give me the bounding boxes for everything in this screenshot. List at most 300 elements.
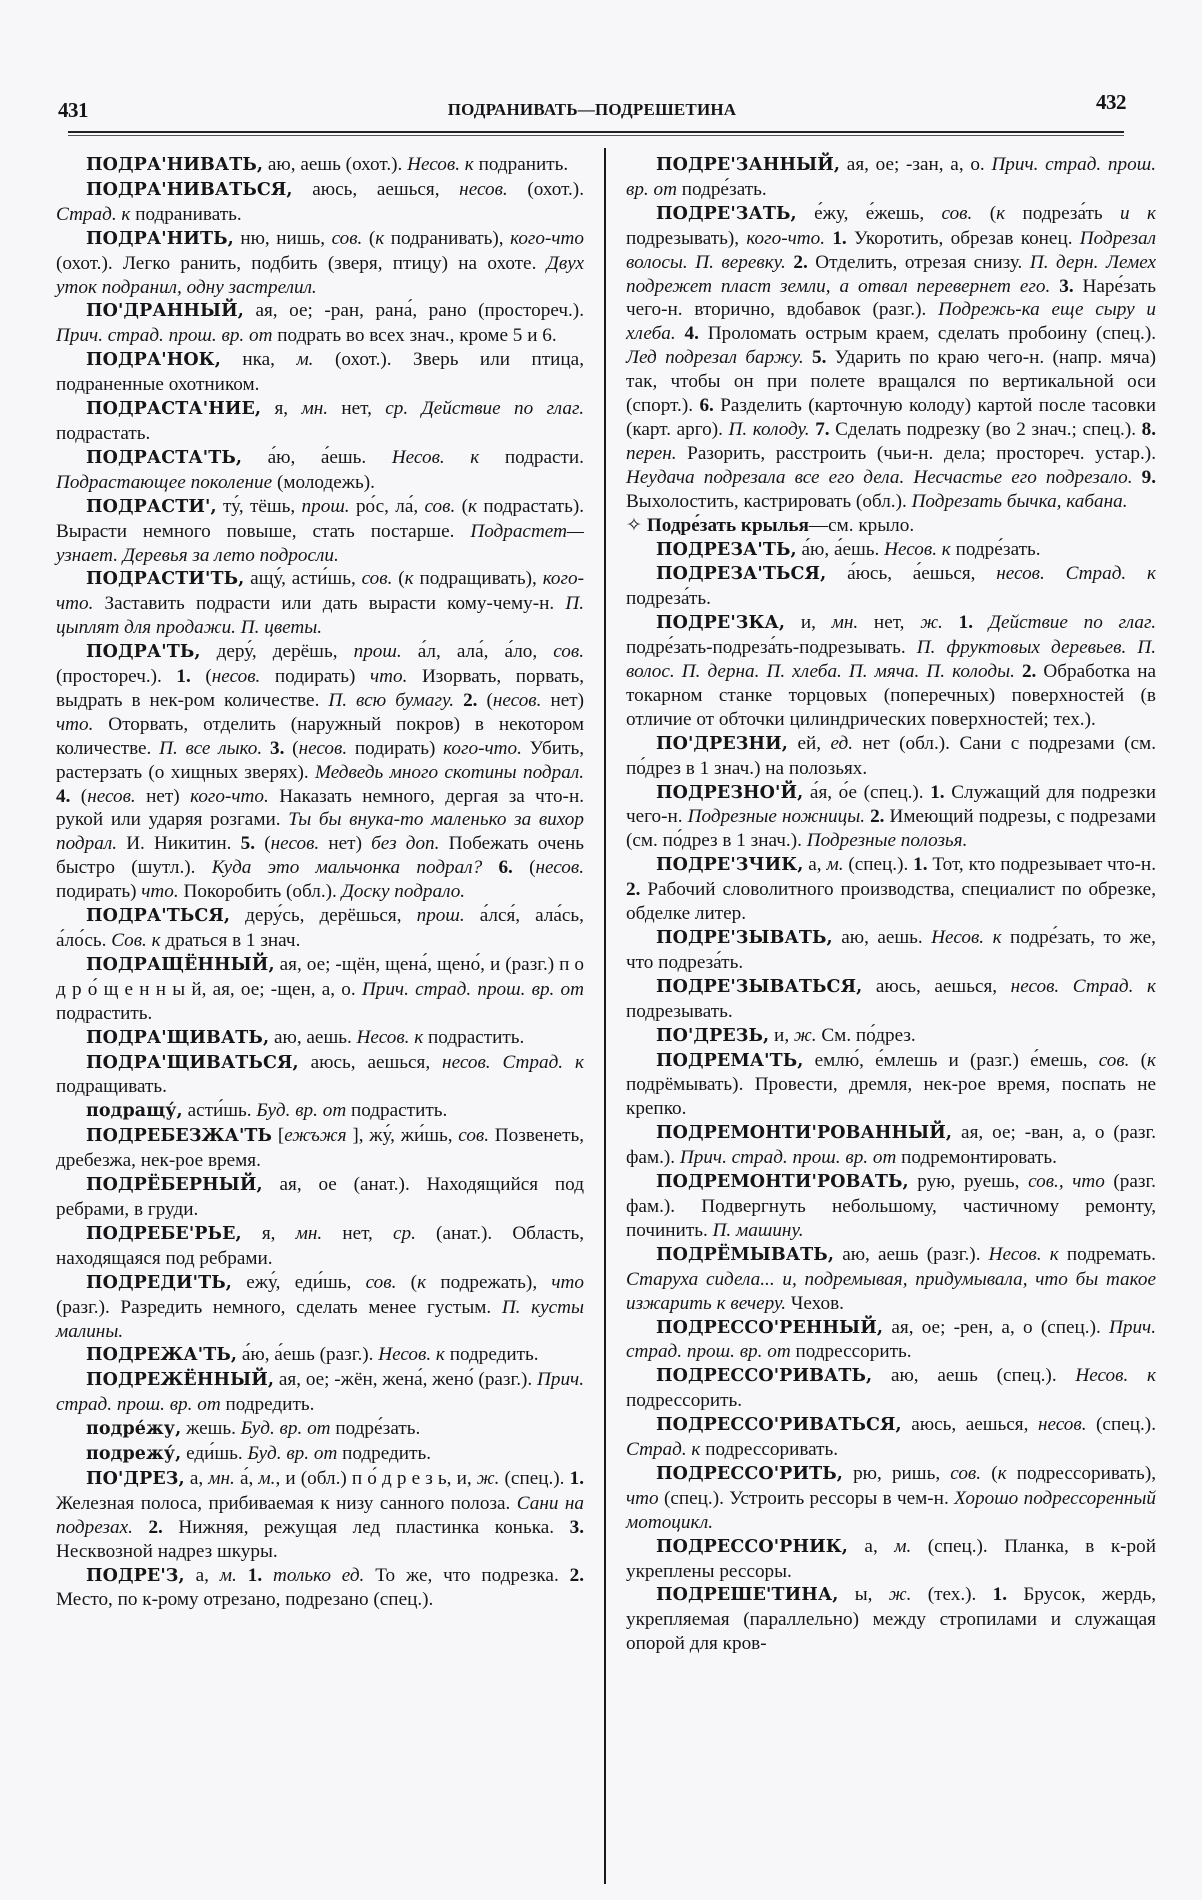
headword: ПОДРЕБЕ'РЬЕ, <box>86 1223 242 1244</box>
entry-text: а́ю, а́ешь. <box>796 538 885 560</box>
entry-text: ( <box>981 1462 998 1484</box>
grammar-note: несов. Страд. к <box>996 563 1156 585</box>
grammar-note: Несов. к <box>391 446 480 468</box>
entry-text: ], жу́, жи́шь, <box>346 1125 459 1147</box>
entry-text: аю, аешь. <box>269 1026 357 1048</box>
headword: ПОДРЕССО'РИВАТЬСЯ, <box>656 1415 902 1436</box>
dictionary-entry <box>56 348 584 397</box>
entry-text: нка, <box>220 349 297 371</box>
entry-text: ( <box>455 495 469 517</box>
grammar-note: несов. Страд. к <box>1010 975 1156 997</box>
headword: ПОДРА'НОК, <box>86 350 221 371</box>
entry-text: нет (обл.). Сани с подрезами (см. по́дрез в 1 знач.) на полозьях. <box>626 732 1156 779</box>
entry-text: (разг.). Разредить немного, сделать менее густым. <box>56 1296 502 1318</box>
grammar-note: П. кусты малины. <box>56 1296 585 1342</box>
entry-text: То же, что подрезка. <box>364 1564 570 1586</box>
entry-text: 1. <box>247 1564 263 1586</box>
headword: ПОДРЕССО'РИВАТЬ, <box>656 1366 873 1387</box>
grammar-note: Несов. к <box>378 1344 445 1366</box>
dictionary-entry <box>626 1413 1156 1462</box>
entry-text: 2. <box>569 1564 585 1586</box>
entry-text: а, <box>803 854 827 876</box>
headword: подре́жу, <box>86 1419 182 1440</box>
headword: ПО'ДРЕЗ, <box>86 1468 185 1489</box>
grammar-note: П. дерн. Лемех подрежет пласт земли, а отвал перевернет его. <box>626 251 1157 297</box>
grammar-note: прош. <box>301 495 350 517</box>
grammar-note: к <box>404 568 414 590</box>
dictionary-entry <box>56 1343 584 1368</box>
dictionary-entry <box>56 1368 584 1417</box>
grammar-note: Подрезные полозья. <box>806 830 968 852</box>
grammar-note: Подрезные ножницы. <box>687 806 865 828</box>
grammar-note: ср. Действие по глаг. <box>385 398 584 420</box>
entry-text: подрёмывать). Провести, дремля, нек-рое время, поспать не крепко. <box>626 1074 1156 1120</box>
entry-text: а, <box>847 1535 895 1557</box>
headword: ПОДРА'ТЬСЯ, <box>86 906 231 927</box>
entry-text: ( <box>396 1271 418 1293</box>
grammar-note: сов. <box>424 495 456 517</box>
grammar-note: ежъжя <box>284 1125 347 1147</box>
grammar-note: Сов. к <box>111 930 161 951</box>
entry-text: Рабочий словолитного производства, специалист по обрезке, обделке литер. <box>626 879 1156 925</box>
page-number-right: 432 <box>1096 90 1126 114</box>
entry-text: Имеющий подрезы, с подрезами (см. по́дрез в 1 знач.). <box>626 806 1156 852</box>
entry-text: подрессоривать), <box>1006 1462 1156 1484</box>
entry-text: Разорить, расстроить (чьи-н. дела; простореч. устар.). <box>676 442 1156 464</box>
entry-text <box>237 1565 248 1586</box>
header-rule <box>68 131 1124 133</box>
grammar-note: Прич. страд. прош. вр. от <box>626 1316 1156 1363</box>
dictionary-entry <box>56 1417 584 1442</box>
entry-text: См. по́дрез. <box>816 1024 916 1046</box>
grammar-note: сов. <box>950 1462 982 1484</box>
entry-text: ✧ <box>626 514 647 536</box>
entry-text: а́, <box>234 1467 259 1489</box>
grammar-note: без доп. <box>371 833 440 855</box>
entry-text: а́л, ала́, а́ло, <box>401 641 554 663</box>
grammar-note: и к <box>1120 202 1156 224</box>
entry-text: ая, ое; -жён, жена́, жено́ (разг.). <box>274 1369 537 1391</box>
grammar-note: сов. <box>1098 1049 1130 1071</box>
entry-text: деру́сь, дерёшься, <box>230 905 417 927</box>
grammar-note: перен. <box>626 442 677 464</box>
entry-text: Выхолостить, кастрировать (обл.). <box>626 490 912 512</box>
entry-text: подрессорить. <box>790 1341 912 1363</box>
grammar-note: кого-что. <box>443 737 522 759</box>
entry-text: подре́зать. <box>330 1418 421 1440</box>
dictionary-entry <box>626 1243 1156 1316</box>
entry-text: Покоробить (обл.). <box>178 881 342 903</box>
entry-text: Оторвать, отделить (наружный покров) в некотором количестве. <box>56 713 584 759</box>
grammar-note: Несов. к <box>931 927 1002 948</box>
entry-text: Тот, кто подрезывает что-н. <box>927 854 1156 876</box>
entry-text: 8. <box>1141 418 1156 440</box>
entry-text: ( <box>362 227 376 249</box>
headword: ПО'ДРЕЗЬ, <box>656 1025 770 1046</box>
entry-text: ая, ое; -зан, а, о. <box>840 154 992 175</box>
dictionary-entry <box>626 611 1156 732</box>
grammar-note: Подрезать бычка, кабана. <box>911 490 1128 512</box>
entry-text: еди́шь. <box>181 1443 248 1465</box>
dictionary-entry <box>626 153 1156 202</box>
entry-text: Обработка на токарном станке торцовых (поперечных) поверхностей (в отличие от обточки цилиндрических поверхностей; тех.). <box>626 661 1157 730</box>
grammar-note: несов. <box>459 178 508 200</box>
entry-text: подредить. <box>220 1394 315 1416</box>
entry-text: 2. <box>1021 661 1037 683</box>
headword: ПОДРА'НИТЬ, <box>86 228 234 249</box>
entry-text: подрессоривать. <box>700 1439 839 1461</box>
headword: ПОДРА'ТЬ, <box>86 642 201 663</box>
entry-text: подре́зать-подреза́ть-подрезывать. <box>626 637 917 659</box>
grammar-note: сов. <box>365 1271 397 1293</box>
entry-text: ту́, тёшь, <box>216 495 302 517</box>
right-column <box>626 153 1156 1656</box>
dictionary-entry <box>56 446 584 495</box>
grammar-note: прош. <box>353 641 402 663</box>
headword: ПОДРЕССО'РНИК, <box>656 1536 848 1557</box>
headword: ПОДРЕБЕЗЖА'ТЬ <box>86 1126 273 1147</box>
headword: подрежу́, <box>86 1444 182 1465</box>
grammar-note: м. <box>258 1467 276 1489</box>
entry-text: ( <box>1129 1049 1148 1071</box>
entry-text: нет, <box>328 398 386 420</box>
entry-text: я, <box>261 398 302 420</box>
grammar-note: только ед. <box>273 1564 365 1586</box>
entry-text: а́ю, а́ешь. <box>242 446 392 468</box>
dictionary-entry <box>626 1583 1156 1656</box>
dictionary-entry <box>56 178 584 227</box>
page-header <box>58 92 1126 122</box>
grammar-note: несов. <box>270 833 320 855</box>
grammar-note: Действие по глаг. <box>988 612 1157 634</box>
entry-text: Укоротить, обрезав конец. <box>846 227 1080 249</box>
grammar-note: м. <box>219 1564 237 1586</box>
entry-text: 1. <box>569 1467 584 1489</box>
dictionary-entry <box>626 1049 1156 1122</box>
dictionary-entry <box>626 202 1156 514</box>
entry-text: подре́зать, то же, что подреза́ть. <box>626 927 1156 973</box>
grammar-note: несов. <box>1037 1414 1087 1436</box>
headword: ПО'ДРЕЗНИ, <box>656 733 788 754</box>
entry-text <box>133 1517 149 1538</box>
headword: ПОДРАСТИ'ТЬ, <box>86 569 245 590</box>
entry-text: 1. <box>930 781 945 803</box>
entry-text: Заставить подрасти или дать вырасти кому-чему-н. <box>93 593 566 615</box>
entry-text: подирать) <box>347 737 444 759</box>
entry-text: (спец.). Устроить рессоры в чем-н. <box>658 1487 955 1509</box>
entry-text: аюсь, аешься, <box>901 1414 1038 1436</box>
entry-text: Подре́зать крылья <box>646 514 809 536</box>
column-divider <box>604 148 606 1884</box>
headword: ПОДРЕМОНТИ'РОВАННЫЙ, <box>656 1123 953 1144</box>
headword: ПОДРА'НИВАТЬСЯ, <box>86 179 293 200</box>
entry-text <box>1133 467 1142 488</box>
entry-text: подрастать). Вырасти немного повыше, стать постарше. <box>56 495 585 542</box>
entry-text: Наре́зать чего-н. вторично, вдобавок (разг.). <box>626 275 1157 321</box>
entry-text: рую, руешь, <box>908 1171 1029 1193</box>
grammar-note: Несов. к <box>988 1243 1059 1265</box>
grammar-note: что. <box>56 713 94 735</box>
entry-text: Отделить, отрезая снизу. <box>807 251 1030 273</box>
entry-text: Проломать острым краем, сделать пробоину (спец.). <box>698 323 1156 345</box>
entry-text: 2. <box>870 806 885 828</box>
entry-text: 1. <box>832 227 847 249</box>
entry-text: аю, аешь (разг.). <box>834 1243 989 1265</box>
entry-text: а́юсь, а́ешься, <box>826 563 997 585</box>
entry-text: нет, <box>322 1222 393 1244</box>
entry-text: а, <box>184 1564 220 1586</box>
grammar-note: мн. <box>295 1222 323 1244</box>
entry-text: асти́шь. <box>182 1100 257 1122</box>
entry-text: Чехов. <box>786 1292 844 1314</box>
header-rule-thin <box>68 135 1124 136</box>
entry-text: Брусок, жердь, укрепляемая (параллельно) между стропилами и служащая опорой для кров- <box>626 1584 1156 1655</box>
grammar-note: ж. <box>888 1584 912 1606</box>
dictionary-entry <box>56 1099 584 1124</box>
grammar-note: мн. <box>301 398 329 420</box>
entry-text <box>804 347 812 368</box>
entry-text <box>943 612 959 633</box>
entry-text: аю, аешь (охот.). <box>263 154 408 175</box>
entry-text: подращивать. <box>56 1076 167 1098</box>
entry-text: нет, <box>858 612 921 634</box>
grammar-note: П. колоду. <box>728 418 810 440</box>
entry-text: Побежать очень быстро (шутл.). <box>56 833 585 879</box>
grammar-note: Хорошо подрессоренный мотоцикл. <box>626 1487 1156 1533</box>
entry-text: деру́, дерёшь, <box>200 641 354 663</box>
entry-text: 5. <box>812 347 827 369</box>
grammar-note: Медведь много скотины подрал. <box>315 761 584 783</box>
entry-text: емлю́, е́млешь и (разг.) е́мешь, <box>803 1049 1099 1071</box>
grammar-note: м. <box>894 1535 912 1557</box>
entry-text: (спец.). <box>1086 1414 1156 1436</box>
grammar-note: Несов. к <box>884 538 951 560</box>
entry-text: 6. <box>699 395 714 417</box>
entry-text: ро́с, ла́, <box>349 495 425 517</box>
entry-text: а́лся́, ала́сь, а́ло́сь. <box>56 905 584 951</box>
entry-text: (тех.). <box>911 1584 993 1606</box>
dictionary-entry <box>56 153 584 178</box>
dictionary-entry <box>626 1121 1156 1170</box>
dictionary-entry <box>626 732 1156 781</box>
entry-text: подрасти. <box>479 446 584 468</box>
entry-text: Железная полоса, прибиваемая к низу санного полоза. <box>56 1492 517 1514</box>
entry-text: , и (обл.) п о́ д р е з ь, и, <box>275 1467 477 1489</box>
entry-text: 9. <box>1141 466 1156 488</box>
grammar-note: несов. <box>535 857 585 879</box>
grammar-note: Подрезал волосы. П. веревку. <box>626 227 1157 273</box>
entry-text: Наказать немного, дергая за что-н. рукой или ударяя розгами. <box>56 785 585 831</box>
entry-text: ( <box>477 689 493 711</box>
entry-text: и, <box>769 1024 794 1046</box>
entry-text: 1. <box>913 854 928 876</box>
entry-text: аюсь, аешься, <box>862 975 1011 997</box>
grammar-note: Лед подрезал баржу. <box>626 347 804 369</box>
headword: ПОДРЕ'З, <box>86 1565 185 1586</box>
entry-text: подранить. <box>473 154 569 175</box>
headword: ПОДРАСТА'НИЕ, <box>86 399 262 420</box>
entry-text: ая, ое; -рен, а, о (спец.). <box>883 1316 1109 1338</box>
dictionary-entry <box>626 1316 1156 1365</box>
dictionary-entry <box>56 1222 584 1271</box>
entry-text: 4. <box>56 785 71 807</box>
grammar-note: Прич. страд. прош. вр. от <box>56 325 273 347</box>
grammar-note: сов., что <box>1028 1171 1105 1193</box>
entry-text: Место, по к-рому отрезано, подрезано (спец.). <box>56 1589 434 1611</box>
entry-text <box>973 612 989 633</box>
grammar-note: ж. <box>793 1024 817 1046</box>
headword: ПОДРАСТИ', <box>86 496 217 517</box>
dictionary-entry <box>626 781 1156 854</box>
entry-text: Сделать подрезку (во 2 знач.; спец.). <box>829 418 1142 440</box>
entry-text: Разделить (карточную колоду) картой после тасовки (карт. арго). <box>626 395 1156 440</box>
entry-text: подреза́ть <box>1005 202 1121 224</box>
entry-text: подредить. <box>337 1443 432 1465</box>
dictionary-entry <box>56 904 584 953</box>
dictionary-entry <box>626 538 1156 563</box>
entry-text: рю, ришь, <box>842 1462 951 1484</box>
entry-text: 2. <box>626 879 641 901</box>
headword: ПОДРАСТА'ТЬ, <box>86 447 243 468</box>
entry-text: а, <box>184 1467 209 1489</box>
entry-text: подре́зать. <box>676 178 767 200</box>
headword: ПОДРЁБЕРНЫЙ, <box>86 1175 263 1196</box>
entry-text: ая, ое (анат.). Находящийся под ребрами, в груди. <box>56 1174 584 1220</box>
entry-text: И. Никитин. <box>117 833 241 855</box>
entry-text <box>676 323 685 344</box>
entry-text: (охот.). Зверь или птица, подраненные охотником. <box>56 349 584 396</box>
running-head: ПОДРАНИВАТЬ—ПОДРЕШЕТИНА <box>447 100 737 119</box>
entry-text: ( <box>255 833 271 855</box>
dictionary-entry <box>626 1170 1156 1243</box>
entry-text: (спец.). <box>499 1467 570 1489</box>
entry-text <box>482 857 498 878</box>
headword: ПОДРЕ'ЗАТЬ, <box>656 203 797 224</box>
dictionary-entry <box>626 1364 1156 1413</box>
entry-text: аюсь, аешься, <box>292 178 460 200</box>
entry-text: (охот.). Легко ранить, подбить (зверя, птицу) на охоте. <box>56 252 547 274</box>
dictionary-entry <box>56 1173 584 1222</box>
entry-text: ( <box>392 568 405 590</box>
dictionary-entry <box>56 1442 584 1467</box>
grammar-note: что <box>626 1487 659 1509</box>
entry-text: е́жу, е́жешь, <box>796 202 942 224</box>
entry-text: ая, ое; -ран, рана́, рано (простореч.). <box>243 300 584 322</box>
entry-text: (спец.). Планка, в к-рой укреплены рессоры. <box>626 1535 1156 1582</box>
dictionary-entry <box>56 1124 584 1173</box>
headword: ПОДРЕМА'ТЬ, <box>656 1050 804 1071</box>
grammar-note: несов. <box>87 785 136 807</box>
dictionary-entry <box>56 1564 584 1613</box>
entry-text <box>262 738 270 759</box>
dictionary-entry <box>56 1271 584 1344</box>
grammar-note: м. <box>826 854 844 876</box>
headword: ПОДРА'НИВАТЬ, <box>86 155 264 175</box>
entry-text: 6. <box>498 857 513 879</box>
dictionary-entry <box>56 299 584 348</box>
entry-text: (разг. фам.). Подвергнуть небольшому, частичному ремонту, починить. <box>626 1171 1156 1241</box>
dictionary-entry <box>56 227 584 300</box>
headword: ПОДРЕЗА'ТЬ, <box>656 539 797 560</box>
entry-text: и, <box>785 612 832 634</box>
entry-text: а́ю, а́ешь (разг.). <box>237 1344 379 1366</box>
entry-text: ая, ое; -щён, щена́, щено́, и (разг.) п о д р о́ щ е н н ы й, ая, ое; -щен, а, о. <box>56 953 584 1000</box>
entry-text: (спец.). <box>843 854 914 876</box>
entry-text: подрезывать), <box>626 227 747 249</box>
entry-text: подремонтировать. <box>896 1147 1057 1169</box>
grammar-note: ж. <box>920 612 943 634</box>
entry-text: Несквозной надрез шкуры. <box>56 1540 278 1562</box>
entry-text: ( <box>190 666 212 688</box>
page-number-left: 431 <box>58 98 88 122</box>
headword: ПОДРЕ'ЗКА, <box>656 613 786 634</box>
entry-text: подреза́ть. <box>626 588 711 610</box>
entry-text <box>454 690 463 711</box>
grammar-note: Старуха сидела... и, подремывая, придумывала, что бы такое изжарить к вечеру. <box>626 1268 1156 1314</box>
entry-text: 4. <box>684 323 699 345</box>
entry-text: жешь. <box>181 1418 241 1440</box>
dictionary-entry <box>626 514 1156 538</box>
headword: ПОДРЕЗНО'Й, <box>656 782 804 803</box>
entry-text: аю, аешь. <box>832 927 932 948</box>
grammar-note: Прич. страд. прош. вр. от <box>361 978 585 1000</box>
grammar-note: к <box>1147 1049 1157 1071</box>
grammar-note: сов. <box>458 1125 490 1147</box>
entry-text: 1. <box>958 612 973 634</box>
entry-text: ( <box>972 202 997 224</box>
entry-text: нет) <box>319 833 372 855</box>
entry-text: ы, <box>838 1584 889 1606</box>
headword: ПОДРАЩЁННЫЙ, <box>86 954 275 975</box>
grammar-note: к <box>996 202 1006 224</box>
dictionary-entry <box>56 953 584 1026</box>
entry-text: ежу́, еди́шь, <box>231 1271 366 1293</box>
entry-text: подрезывать. <box>626 1000 733 1022</box>
entry-text: ( <box>284 737 299 759</box>
entry-text: (молодежь). <box>272 471 375 493</box>
entry-text: ая, ое; -ван, а, о (разг. фам.). <box>626 1122 1156 1169</box>
entry-text: драться в 1 знач. <box>160 930 301 951</box>
dictionary-entry <box>56 397 584 446</box>
grammar-note: ед. <box>830 732 854 754</box>
grammar-note: Несов. к <box>407 154 474 175</box>
entry-text: ню, нишь, <box>233 227 332 249</box>
grammar-note: Двух уток подранил, одну застрелил. <box>56 252 584 298</box>
entry-text: 2. <box>793 251 808 273</box>
grammar-note: Подрастет—узнает. Деревья за лето подросли. <box>56 520 584 566</box>
headword: ПОДРЕ'ЗЫВАТЬСЯ, <box>656 976 863 997</box>
entry-text: 7. <box>815 418 830 440</box>
grammar-note: что <box>551 1271 585 1293</box>
dictionary-entry <box>626 926 1156 975</box>
grammar-note: Страд. к <box>56 203 131 225</box>
grammar-note: Подрастающее поколение <box>56 471 273 493</box>
entry-text: Убить, растерзать (о хищных зверях). <box>56 737 585 783</box>
entry-text: Изорвать, порвать, выдрать в нек-ром количестве. <box>56 666 585 711</box>
grammar-note: мн. <box>208 1467 235 1489</box>
entry-text: аю, аешь (спец.). <box>872 1365 1076 1387</box>
entry-text: подрать во всех знач., кроме 5 и 6. <box>272 325 557 347</box>
grammar-note: кого-что. <box>190 785 269 807</box>
grammar-note: Страд. к <box>626 1439 701 1461</box>
entry-text: подращивать), <box>413 568 543 590</box>
grammar-note: что. <box>141 881 179 903</box>
dictionary-entry <box>56 640 584 904</box>
headword: ПОДРЕЖА'ТЬ, <box>86 1345 238 1366</box>
headword: ПОДРЕМОНТИ'РОВАТЬ, <box>656 1172 909 1193</box>
grammar-note: сов. <box>361 568 393 590</box>
entry-text: Ударить по краю чего-н. (напр. мяча) так, чтобы он при полете вращался по вертикальной оси (спорт.). <box>626 347 1156 417</box>
